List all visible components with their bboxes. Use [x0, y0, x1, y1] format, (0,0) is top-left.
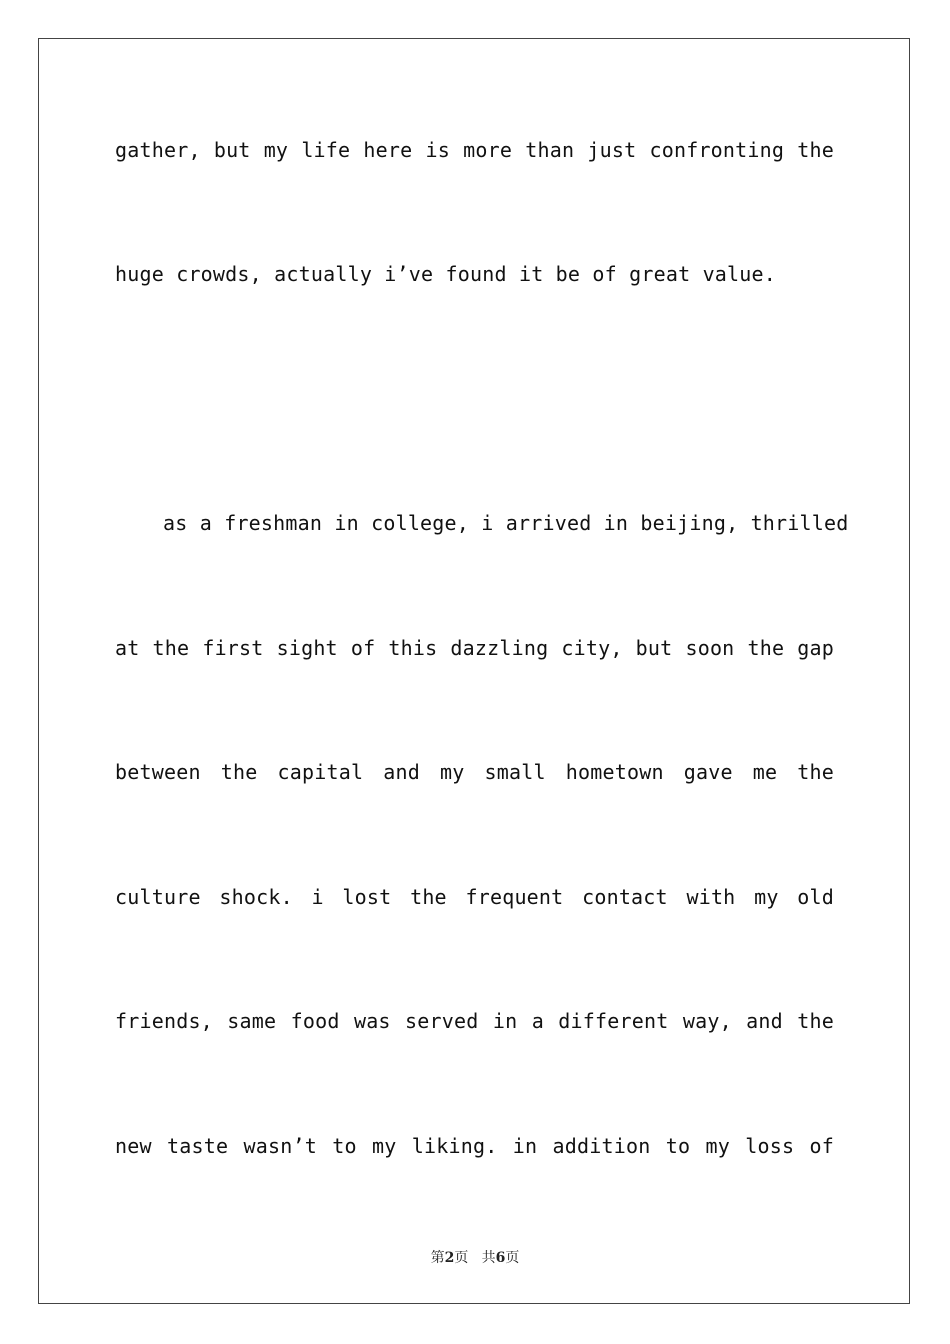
text-line-8: new taste wasn’t to my liking. in addition to my loss of	[115, 1134, 834, 1158]
text-line-5: between the capital and my small hometown gave me the	[115, 760, 834, 784]
text-line-1: gather, but my life here is more than just confronting the	[115, 138, 834, 162]
text-line-4: at the first sight of this dazzling city, but soon the gap	[115, 636, 834, 660]
footer-page-suffix: 页	[454, 1250, 469, 1266]
page-footer	[0, 1247, 950, 1267]
footer-page-number: 2	[444, 1250, 455, 1266]
footer-page-prefix: 第	[430, 1250, 445, 1266]
footer-total-suffix: 页	[505, 1250, 520, 1266]
text-line-3: as a freshman in college, i arrived in beijing, thrilled	[163, 511, 849, 535]
text-line-2: huge crowds, actually i’ve found it be of great value.	[115, 262, 777, 286]
footer-total-pages: 6	[495, 1250, 506, 1266]
text-line-6: culture shock. i lost the frequent contact with my old	[115, 885, 834, 909]
text-line-7: friends, same food was served in a different way, and the	[115, 1009, 834, 1033]
page-border	[38, 38, 910, 1304]
footer-total-prefix: 共	[481, 1250, 496, 1266]
